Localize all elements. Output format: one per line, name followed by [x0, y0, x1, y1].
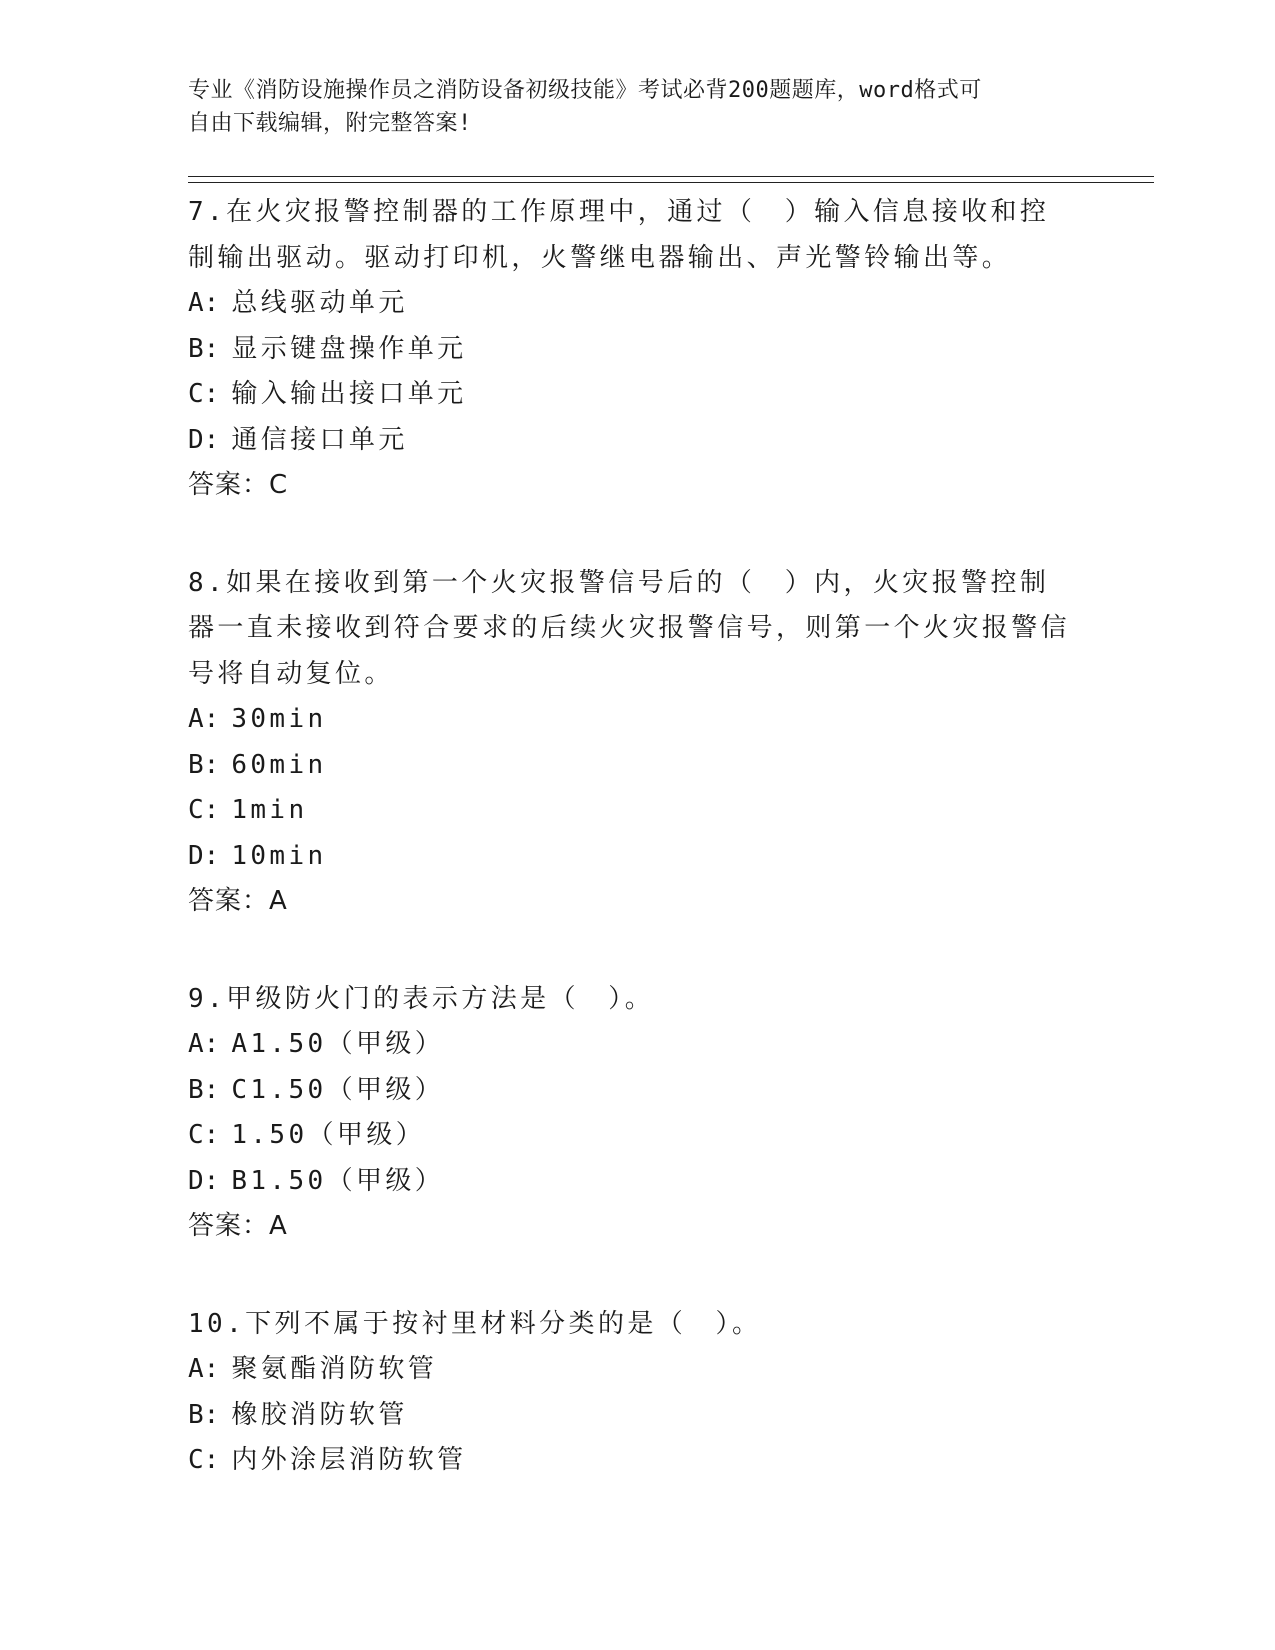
option-key: C — [188, 1445, 204, 1475]
option-b: B: 60min — [188, 749, 327, 780]
question-stem: 9.甲级防火门的表示方法是（ ）。 — [188, 983, 655, 1014]
option-key: D — [188, 1165, 204, 1196]
option-text: 1.50（甲级） — [231, 1120, 426, 1150]
option-c: C: 输入输出接口单元 — [188, 379, 467, 409]
option-key: B — [188, 333, 204, 364]
option-text: 60min — [231, 749, 327, 780]
option-b: B: 橡胶消防软管 — [188, 1399, 408, 1430]
option-d: D: 10min — [188, 840, 327, 871]
option-text: 总线驱动单元 — [231, 288, 408, 318]
option-text: 聚氨酯消防软管 — [231, 1354, 438, 1384]
option-text: 30min — [231, 704, 327, 734]
option-text: C1.50（甲级） — [231, 1074, 445, 1105]
question-10 — [188, 1302, 1078, 1484]
question-8 — [188, 561, 1078, 925]
question-stem: 8.如果在接收到第一个火灾报警信号后的（ ）内，火灾报警控制器一直未接收到符合要求的后续火灾报警信号，则第一个火灾报警信号将自动复位。 — [188, 567, 1071, 689]
option-text: 内外涂层消防软管 — [231, 1445, 467, 1475]
question-list — [188, 190, 1078, 1536]
option-d: D: B1.50（甲级） — [188, 1165, 445, 1196]
header-line-1: 专业《消防设施操作员之消防设备初级技能》考试必背200题题库，word格式可 — [188, 78, 982, 103]
option-a: A: 聚氨酯消防软管 — [188, 1354, 438, 1384]
document-header — [188, 74, 1068, 140]
option-key: A — [188, 704, 204, 734]
option-text: 通信接口单元 — [231, 424, 408, 455]
header-line-2: 自由下载编辑，附完整答案! — [188, 111, 472, 136]
option-text: A1.50（甲级） — [231, 1029, 445, 1059]
option-text: 橡胶消防软管 — [231, 1399, 408, 1430]
option-key: C — [188, 379, 204, 409]
option-b: B: C1.50（甲级） — [188, 1074, 445, 1105]
answer: 答案：C — [188, 470, 289, 500]
option-key: B — [188, 1399, 204, 1430]
question-stem: 7.在火灾报警控制器的工作原理中，通过（ ）输入信息接收和控制输出驱动。驱动打印机，火警继电器输出、声光警铃输出等。 — [188, 197, 1050, 273]
header-rule-top — [188, 176, 1154, 177]
option-text: 输入输出接口单元 — [231, 379, 467, 409]
option-a: A: 总线驱动单元 — [188, 288, 408, 318]
question-7 — [188, 190, 1078, 509]
option-key: C — [188, 795, 204, 825]
question-stem: 10.下列不属于按衬里材料分类的是（ ）。 — [188, 1308, 762, 1339]
option-c: C: 内外涂层消防软管 — [188, 1445, 467, 1475]
option-key: B — [188, 749, 204, 780]
option-key: A — [188, 288, 204, 318]
option-key: A — [188, 1029, 204, 1059]
answer: 答案：A — [188, 886, 288, 916]
option-text: B1.50（甲级） — [231, 1165, 445, 1196]
option-text: 1min — [231, 795, 308, 825]
option-key: D — [188, 840, 204, 871]
option-text: 10min — [231, 840, 327, 871]
option-c: C: 1.50（甲级） — [188, 1120, 426, 1150]
option-key: A — [188, 1354, 204, 1384]
option-a: A: 30min — [188, 704, 327, 734]
option-c: C: 1min — [188, 795, 308, 825]
option-key: D — [188, 424, 204, 455]
header-rule-bottom — [188, 182, 1154, 183]
option-key: B — [188, 1074, 204, 1105]
option-b: B: 显示键盘操作单元 — [188, 333, 467, 364]
answer: 答案：A — [188, 1211, 288, 1241]
option-text: 显示键盘操作单元 — [231, 333, 467, 364]
option-key: C — [188, 1120, 204, 1150]
question-9 — [188, 977, 1078, 1250]
option-d: D: 通信接口单元 — [188, 424, 408, 455]
option-a: A: A1.50（甲级） — [188, 1029, 445, 1059]
